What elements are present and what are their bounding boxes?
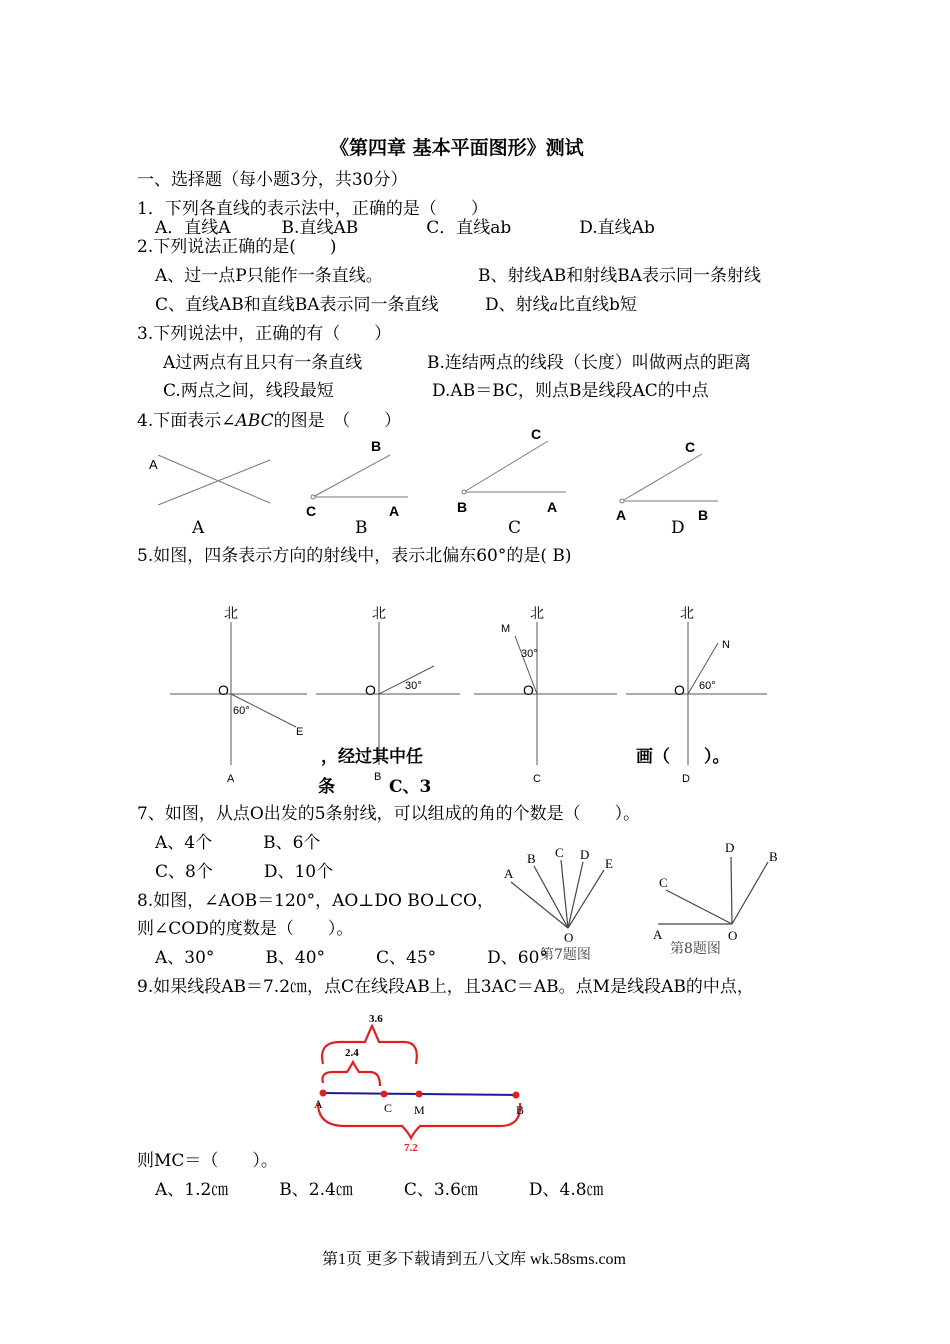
q7-figure <box>511 860 604 928</box>
q5c-angle: 30° <box>521 648 538 660</box>
q2-option-d-post: 比直线b短 <box>558 295 637 315</box>
q9-label-2-4: 2.4 <box>345 1047 359 1059</box>
q4d-label-b: B <box>698 507 709 523</box>
q7-label-a: A <box>504 866 514 881</box>
q2-option-d-var: a <box>549 298 558 314</box>
q4d-caption: D <box>671 518 685 538</box>
q3-option-d: D.AB＝BC，则点B是线段AC的中点 <box>432 381 709 401</box>
page-title: 《第四章 基本平面图形》测试 <box>330 137 584 159</box>
q5d-origin: O <box>674 682 685 698</box>
q4-figure-b <box>311 455 408 499</box>
q7-label-b: B <box>527 851 536 866</box>
q5c-origin: O <box>523 682 534 698</box>
q5c-caption: C <box>533 773 541 785</box>
q7-label-d: D <box>580 847 590 862</box>
q5c-north: 北 <box>530 605 544 621</box>
q7-label-e: E <box>605 856 613 871</box>
q2-option-c: C、直线AB和直线BA表示同一条直线 <box>155 295 439 315</box>
q8-stem-1: 8.如图，∠AOB＝120°，AO⊥DO BO⊥CO， <box>137 891 494 911</box>
q9-label-c: C <box>384 1101 393 1115</box>
q6-fragment-2: 画（ ）。 <box>636 747 730 767</box>
q3-option-c: C.两点之间，线段最短 <box>163 381 334 401</box>
q8-options: A、30° B、40° C、45° D、60° <box>155 948 548 968</box>
q8-label-b: B <box>769 849 778 864</box>
q9-label-m: M <box>414 1103 425 1117</box>
q7-stem: 7、如图，从点O出发的5条射线，可以组成的角的个数是（ ）。 <box>137 804 641 824</box>
q1-stem: 1．下列各直线的表示法中，正确的是（ ） <box>137 199 488 219</box>
q2-option-b: B、射线AB和射线BA表示同一条射线 <box>478 266 762 286</box>
q4c-label-c: C <box>531 426 542 442</box>
q7-label-o: O <box>564 930 574 945</box>
point-b <box>513 1092 520 1099</box>
q8-caption: 第8题图 <box>670 941 721 957</box>
q5a-caption: A <box>227 773 235 785</box>
q5c-ray: M <box>501 623 511 635</box>
q4-stem-angle: ∠ABC <box>221 411 274 431</box>
q4-figure-d <box>620 454 718 503</box>
q5d-angle: 60° <box>699 680 716 692</box>
q3-stem: 3.下列说法中，正确的有（ ） <box>137 324 392 344</box>
q9-stem-2: 则MC＝（ ）。 <box>137 1151 278 1171</box>
q2-option-a: A、过一点P只能作一条直线。 <box>155 266 383 286</box>
page-footer: 第1页 更多下载请到五八文库 wk.58sms.com <box>322 1251 627 1268</box>
q5a-north: 北 <box>224 605 238 621</box>
q8-label-c: C <box>659 875 668 890</box>
point-a <box>320 1090 327 1097</box>
q4d-label-c: C <box>685 439 696 455</box>
q5-figure-a <box>170 622 307 765</box>
q5a-angle: 60° <box>233 705 250 717</box>
q4b-label-a: A <box>389 503 400 519</box>
q5d-north: 北 <box>680 605 694 621</box>
q4c-label-b: B <box>457 499 468 515</box>
q9-stem: 9.如果线段AB＝7.2㎝，点C在线段AB上，且3AC＝AB。点M是线段AB的中点， <box>137 977 754 997</box>
q8-stem-2: 则∠COD的度数是（ ）。 <box>137 919 354 939</box>
q5d-ray: N <box>722 639 730 651</box>
q2-stem: 2.下列说法正确的是( ) <box>137 237 337 257</box>
q4-figure-c <box>462 441 566 494</box>
q8-figure <box>658 857 768 924</box>
q9-label-a: A <box>314 1097 323 1111</box>
brace-2-4 <box>322 1062 380 1086</box>
q4d-label-a: A <box>616 507 627 523</box>
q4c-caption: C <box>508 518 522 538</box>
q5d-caption: D <box>682 773 690 785</box>
q7-options-cd: C、8个 D、10个 <box>155 862 334 882</box>
q4b-label-c: C <box>306 503 317 519</box>
q4a-caption: A <box>192 518 205 538</box>
q4-figure-a <box>158 455 270 505</box>
point-c <box>381 1091 388 1098</box>
q4-stem-pre: 4.下面表示 <box>137 411 222 431</box>
q4b-label-b: B <box>371 438 382 454</box>
q5-stem: 5.如图，四条表示方向的射线中，表示北偏东60°的是( B) <box>137 546 572 566</box>
q9-label-7-2: 7.2 <box>404 1142 418 1154</box>
q5-figure-b <box>316 622 460 765</box>
q5b-origin: O <box>365 682 376 698</box>
point-m <box>416 1091 423 1098</box>
q5a-ray: E <box>296 726 304 738</box>
q1-options: A．直线A B.直线AB C．直线ab D.直线Ab <box>155 218 655 238</box>
q6-fragment-4: C、3 <box>389 777 432 797</box>
q5-figure-d <box>626 622 767 765</box>
q5a-origin: O <box>218 682 229 698</box>
q6-fragment-3: 条 <box>318 777 335 797</box>
q5b-caption: B <box>374 771 382 783</box>
q8-label-d: D <box>725 840 735 855</box>
q7-options-ab: A、4个 B、6个 <box>155 833 321 853</box>
q7-label-c: C <box>555 845 564 860</box>
q7-caption: 第7题图 <box>540 947 591 963</box>
q9-options: A、1.2㎝ B、2.4㎝ C、3.6㎝ D、4.8㎝ <box>155 1180 604 1200</box>
q4b-caption: B <box>355 518 368 538</box>
q9-figure <box>318 1026 520 1138</box>
brace-3-6 <box>322 1026 417 1064</box>
q8-label-a: A <box>653 927 663 942</box>
q5-figure-c <box>474 622 617 765</box>
q3-option-b: B.连结两点的线段（长度）叫做两点的距离 <box>427 353 751 373</box>
q9-label-b: B <box>516 1103 525 1117</box>
q4c-label-a: A <box>547 499 558 515</box>
q4-stem-post: 的图是 （ ） <box>273 411 402 431</box>
q5b-north: 北 <box>372 605 386 621</box>
q8-label-o: O <box>728 928 738 943</box>
q9-label-3-6: 3.6 <box>369 1013 383 1025</box>
q4a-label-a: A <box>149 457 158 472</box>
q5b-angle: 30° <box>405 680 422 692</box>
q3-option-a: A过两点有且只有一条直线 <box>163 353 363 373</box>
q6-fragment-1: ，经过其中任 <box>321 747 423 767</box>
section-heading: 一、选择题（每小题3分，共30分） <box>137 170 408 190</box>
q2-option-d-pre: D、射线 <box>485 295 550 315</box>
